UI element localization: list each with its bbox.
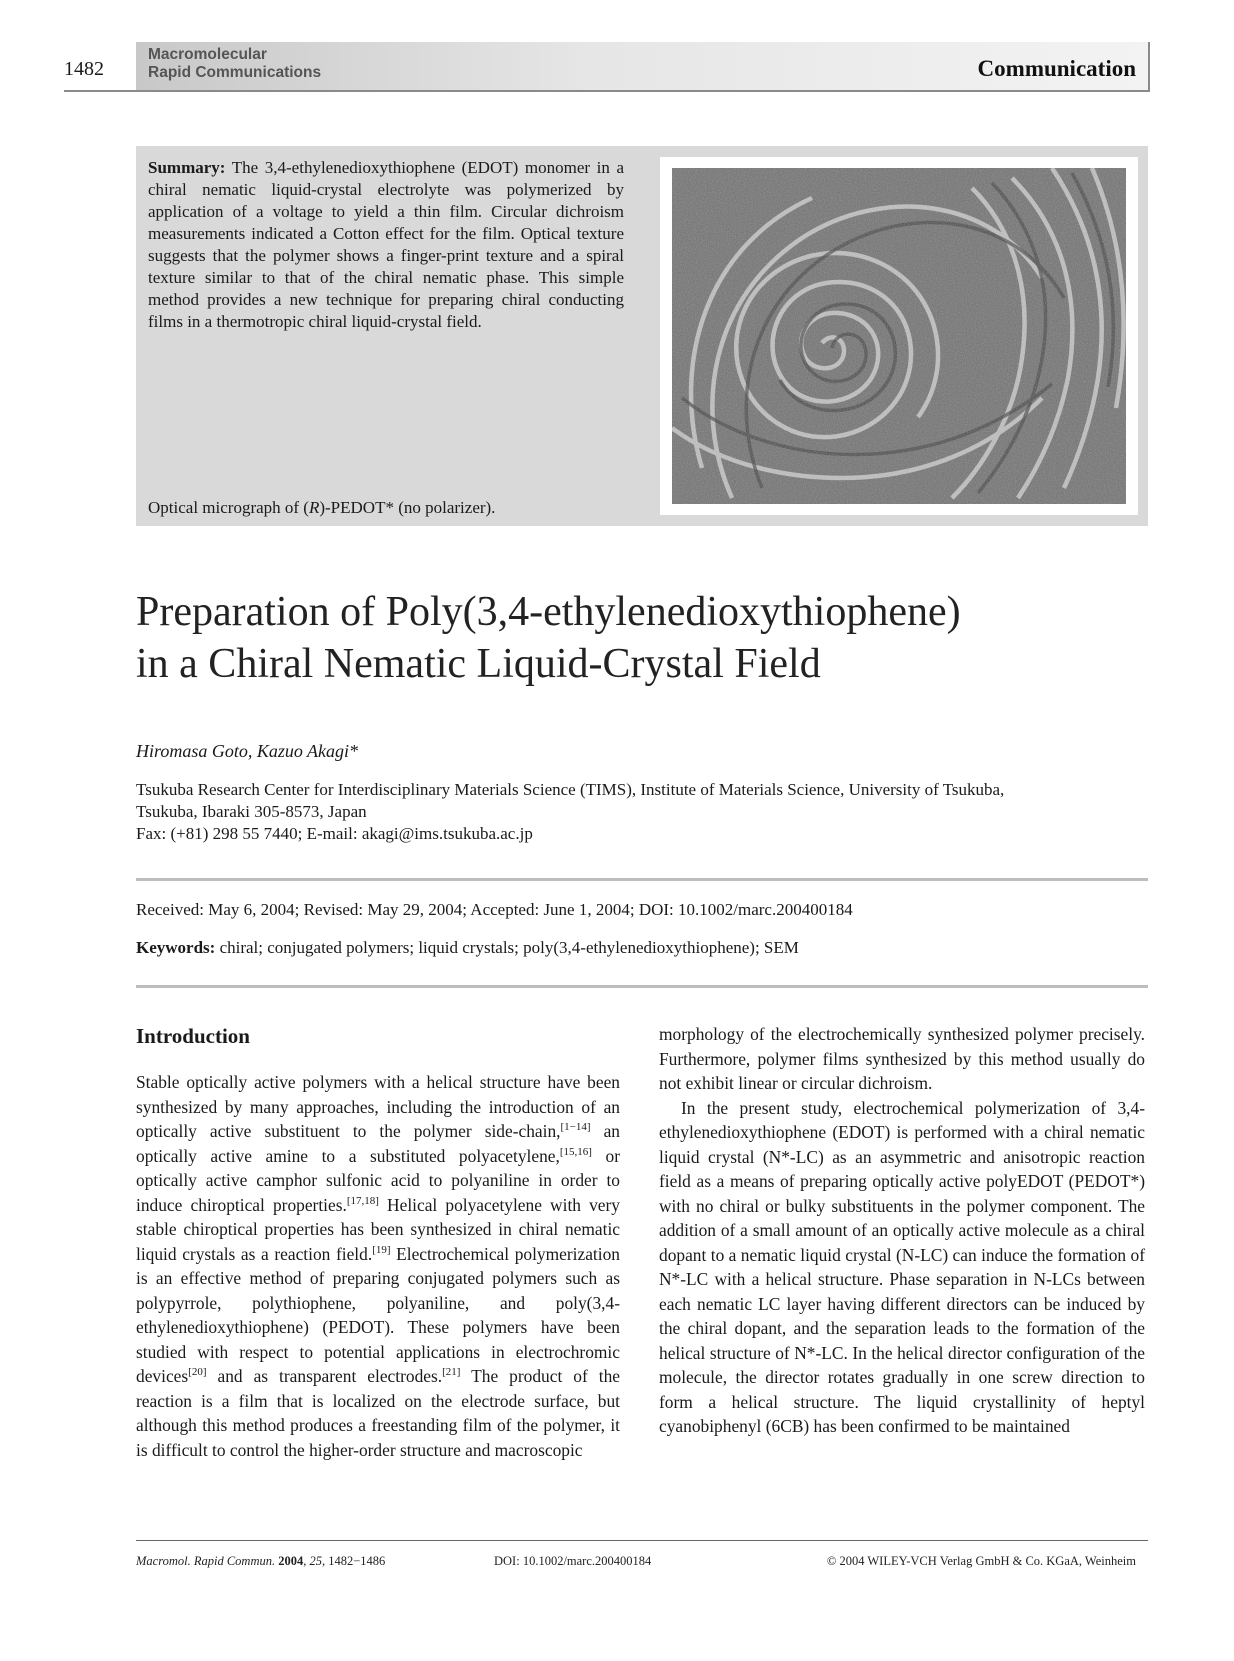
section-heading-introduction: Introduction <box>136 1024 250 1048</box>
footer-pages: , 1482−1486 <box>322 1554 386 1568</box>
citation-ref: [1−14] <box>560 1121 591 1134</box>
paragraph <box>136 1070 620 1462</box>
text-run: Helical polyacetylene with very stable chiroptical properties has been synthesized in chiral nematic liquid crystals as a reaction field. <box>136 1194 620 1264</box>
paragraph: morphology of the electrochemically synthesized polymer precisely. Furthermore, polymer films synthesized by this method usually do not exhibit linear or circular dichroism. <box>659 1024 1145 1093</box>
journal-name-line2: Rapid Communications <box>148 64 322 81</box>
citation-ref: [21] <box>442 1366 461 1379</box>
affiliation-line1: Tsukuba Research Center for Interdisciplinary Materials Science (TIMS), Institute of Materials Science, University of Tsukuba, <box>136 780 1005 799</box>
citation-ref: [19] <box>372 1243 391 1256</box>
paragraph: In the present study, electrochemical polymerization of 3,4-ethylenedioxythiophene (EDOT) is performed with a chiral nematic liquid crystal (N*-LC) as an asymmetric and anisotropic reaction field as a means of preparing optically active polyEDOT (PEDOT*) with no chiral or bulky substituents in the polymer component. The addition of a small amount of an optically active molecule as a chiral dopant to a nematic liquid crystal (N-LC) can induce the formation of N*-LC with a helical structure. Phase separation in N-LCs between each nematic LC layer having different directors can be induced by the chiral dopant, and the separation leads to the formation of the helical structure of N*-LC. In the helical director configuration of the molecule, the director rotates gradually in one screw direction to form a helical structure. The liquid crystallinity of heptyl cyanobiphenyl (6CB) has been confirmed to be maintained <box>659 1097 1145 1436</box>
caption-text-italic: R <box>308 498 320 517</box>
footer-volume: 25 <box>309 1554 322 1568</box>
summary-text <box>148 157 624 333</box>
footer-rule <box>136 1540 1148 1541</box>
article-title-line2: in a Chiral Nematic Liquid-Crystal Field <box>136 641 821 687</box>
divider <box>136 878 1148 881</box>
caption-text-pre: Optical micrograph of ( <box>148 498 309 517</box>
journal-name <box>148 46 321 82</box>
text-run: an optically active amine to a substituted polyacetylene, <box>136 1121 621 1166</box>
keywords-line <box>136 938 799 958</box>
keywords-label: Keywords: <box>136 938 216 957</box>
text-run: Electrochemical polymerization is an effective method of preparing conjugated polymers such as polypyrrole, polythiophene, polyaniline, and poly(3,4-ethylenedioxythiophene) (PEDOT). These polymers have been studied with respect to potential applications in electrochromic devices <box>136 1243 620 1386</box>
footer-citation <box>136 1554 385 1569</box>
citation-ref: [20] <box>188 1366 207 1379</box>
text-run: The product of the reaction is a film that is localized on the electrode surface, but although this method produces a freestanding film of the polymer, it is difficult to control the higher-order structure and macroscopic <box>136 1366 620 1460</box>
contact-line: Fax: (+81) 298 55 7440; E-mail: akagi@ims.tsukuba.ac.jp <box>136 824 533 843</box>
page-number: 1482 <box>64 58 104 80</box>
citation-ref: [15,16] <box>559 1145 592 1158</box>
text-run: Stable optically active polymers with a helical structure have been synthesized by many approaches, including the introduction of an optically active substituent to the polymer side-chain, <box>136 1072 620 1141</box>
affiliation-line2: Tsukuba, Ibaraki 305-8573, Japan <box>136 802 367 821</box>
micrograph-image <box>672 168 1126 504</box>
journal-name-line1: Macromolecular <box>148 46 267 63</box>
article-type-label: Communication <box>977 56 1136 81</box>
article-title-line1: Preparation of Poly(3,4-ethylenedioxythiophene) <box>136 589 961 635</box>
figure-caption <box>148 498 495 518</box>
footer-journal: Macromol. Rapid Commun. <box>136 1554 276 1568</box>
caption-text-post: )-PEDOT* (no polarizer). <box>319 498 496 517</box>
footer-doi: DOI: 10.1002/marc.200400184 <box>494 1554 652 1568</box>
header-rule <box>64 90 1150 92</box>
summary-label: Summary: <box>148 158 226 177</box>
summary-body: The 3,4-ethylenedioxythiophene (EDOT) monomer in a chiral nematic liquid-crystal electrolyte was polymerized by application of a voltage to yield a thin film. Circular dichroism measurements indicated a Cotton effect for the film. Optical texture suggests that the polymer shows a finger-print texture and a spiral texture similar to that of the chiral nematic phase. This simple method provides a new technique for preparing chiral conducting films in a thermotropic chiral liquid-crystal field. <box>148 158 624 331</box>
keywords-list: chiral; conjugated polymers; liquid crystals; poly(3,4-ethylenedioxythiophene); SEM <box>215 938 799 957</box>
history-dates: Received: May 6, 2004; Revised: May 29, 2004; Accepted: June 1, 2004; DOI: 10.1002/marc.200400184 <box>136 900 853 919</box>
text-run: or optically active camphor sulfonic acid to polyaniline in order to induce chiroptical properties. <box>136 1145 620 1215</box>
divider <box>136 985 1148 988</box>
body-column-left <box>136 1070 620 1462</box>
footer-year: 2004 <box>278 1554 304 1568</box>
affiliation <box>136 779 1156 845</box>
citation-ref: [17,18] <box>346 1194 379 1207</box>
author-list: Hiromasa Goto, Kazuo Akagi* <box>136 741 359 761</box>
footer-separator: , <box>303 1554 310 1568</box>
text-run: and as transparent electrodes. <box>206 1366 443 1386</box>
body-column-right <box>659 1022 1145 1439</box>
article-title <box>136 586 1136 690</box>
footer-copyright: © 2004 WILEY-VCH Verlag GmbH & Co. KGaA, Weinheim <box>826 1554 1136 1568</box>
